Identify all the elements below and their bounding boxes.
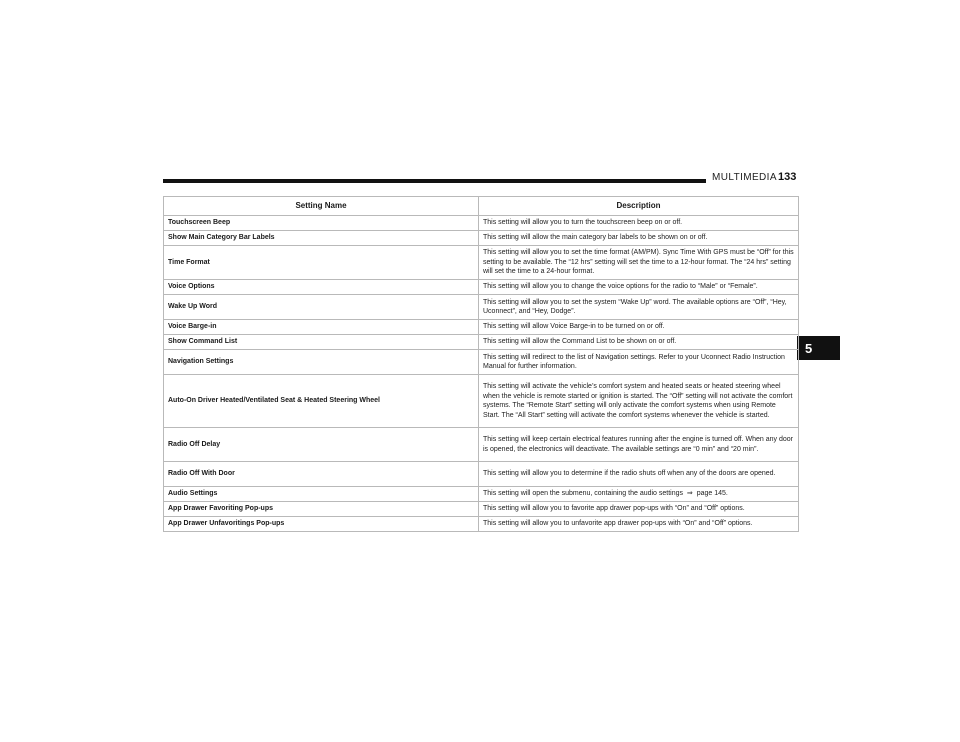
setting-name: App Drawer Unfavoritings Pop-ups [164, 517, 479, 532]
setting-description: This setting will allow Voice Barge-in to be turned on or off. [479, 320, 799, 335]
page-number: 133 [778, 171, 797, 183]
setting-description: This setting will allow you to set the system “Wake Up” word. The available options are “Off”, “Hey, Uconnect”, and “Hey, Dodge”. [479, 295, 799, 320]
table-row [164, 350, 799, 375]
table-header-row [164, 197, 799, 216]
table-row [164, 517, 799, 532]
setting-name: Time Format [164, 246, 479, 280]
setting-description: This setting will allow you to set the time format (AM/PM). Sync Time With GPS must be “Off” for this setting to be available. The “12 hrs” setting will set the time to a 12-hour format. The “24 hrs” setting will set the time to a 24-hour format. [479, 246, 799, 280]
settings-table [163, 196, 799, 532]
setting-name: Show Command List [164, 335, 479, 350]
table-row [164, 462, 799, 487]
chapter-tab: 5 [797, 336, 840, 360]
table-row [164, 280, 799, 295]
table-row [164, 375, 799, 428]
setting-description: This setting will allow the main category bar labels to be shown on or off. [479, 231, 799, 246]
description-text: This setting will open the submenu, containing the audio settings [483, 490, 684, 498]
setting-description: This setting will keep certain electrical features running after the engine is turned off. When any door is opened, the electronics will deactivate. The available settings are “0 min” and “20 min”. [479, 428, 799, 462]
setting-name: Voice Options [164, 280, 479, 295]
header-rule [163, 179, 706, 183]
setting-description: This setting will activate the vehicle’s comfort system and heated seats or heated steering wheel when the vehicle is remote started or ignition is started. The “Off” setting will not activate the comfort systems. The “Remote Start” setting will only activate the comfort systems when using Remote Start. The “All Start” setting will activate the comfort systems whenever the vehicle is started. [479, 375, 799, 428]
setting-name: Touchscreen Beep [164, 216, 479, 231]
table-row [164, 428, 799, 462]
column-header-description: Description [479, 197, 799, 216]
section-title: MULTIMEDIA [712, 172, 777, 183]
table-row [164, 487, 799, 502]
setting-name: App Drawer Favoriting Pop-ups [164, 502, 479, 517]
setting-name: Navigation Settings [164, 350, 479, 375]
setting-description: This setting will allow you to determine if the radio shuts off when any of the doors are opened. [479, 462, 799, 487]
setting-name: Show Main Category Bar Labels [164, 231, 479, 246]
setting-description: This setting will redirect to the list of Navigation settings. Refer to your Uconnect Radio Instruction Manual for further information. [479, 350, 799, 375]
table-row [164, 335, 799, 350]
page-reference-link[interactable]: page 145. [696, 490, 728, 498]
table-row [164, 320, 799, 335]
table-row [164, 502, 799, 517]
setting-name: Radio Off With Door [164, 462, 479, 487]
setting-name: Auto-On Driver Heated/Ventilated Seat & Heated Steering Wheel [164, 375, 479, 428]
setting-description [479, 487, 799, 502]
setting-name: Radio Off Delay [164, 428, 479, 462]
column-header-setting-name: Setting Name [164, 197, 479, 216]
table-row [164, 246, 799, 280]
table-row [164, 231, 799, 246]
setting-description: This setting will allow the Command List to be shown on or off. [479, 335, 799, 350]
setting-description: This setting will allow you to favorite app drawer pop-ups with “On” and “Off” options. [479, 502, 799, 517]
table-row [164, 295, 799, 320]
setting-description: This setting will allow you to change the voice options for the radio to “Male” or “Female”. [479, 280, 799, 295]
setting-name: Voice Barge-in [164, 320, 479, 335]
setting-name: Audio Settings [164, 487, 479, 502]
arrow-reference-icon: ⇒ [684, 490, 695, 498]
setting-description: This setting will allow you to turn the touchscreen beep on or off. [479, 216, 799, 231]
setting-description: This setting will allow you to unfavorite app drawer pop-ups with “On” and “Off” options. [479, 517, 799, 532]
setting-name: Wake Up Word [164, 295, 479, 320]
table-row [164, 216, 799, 231]
